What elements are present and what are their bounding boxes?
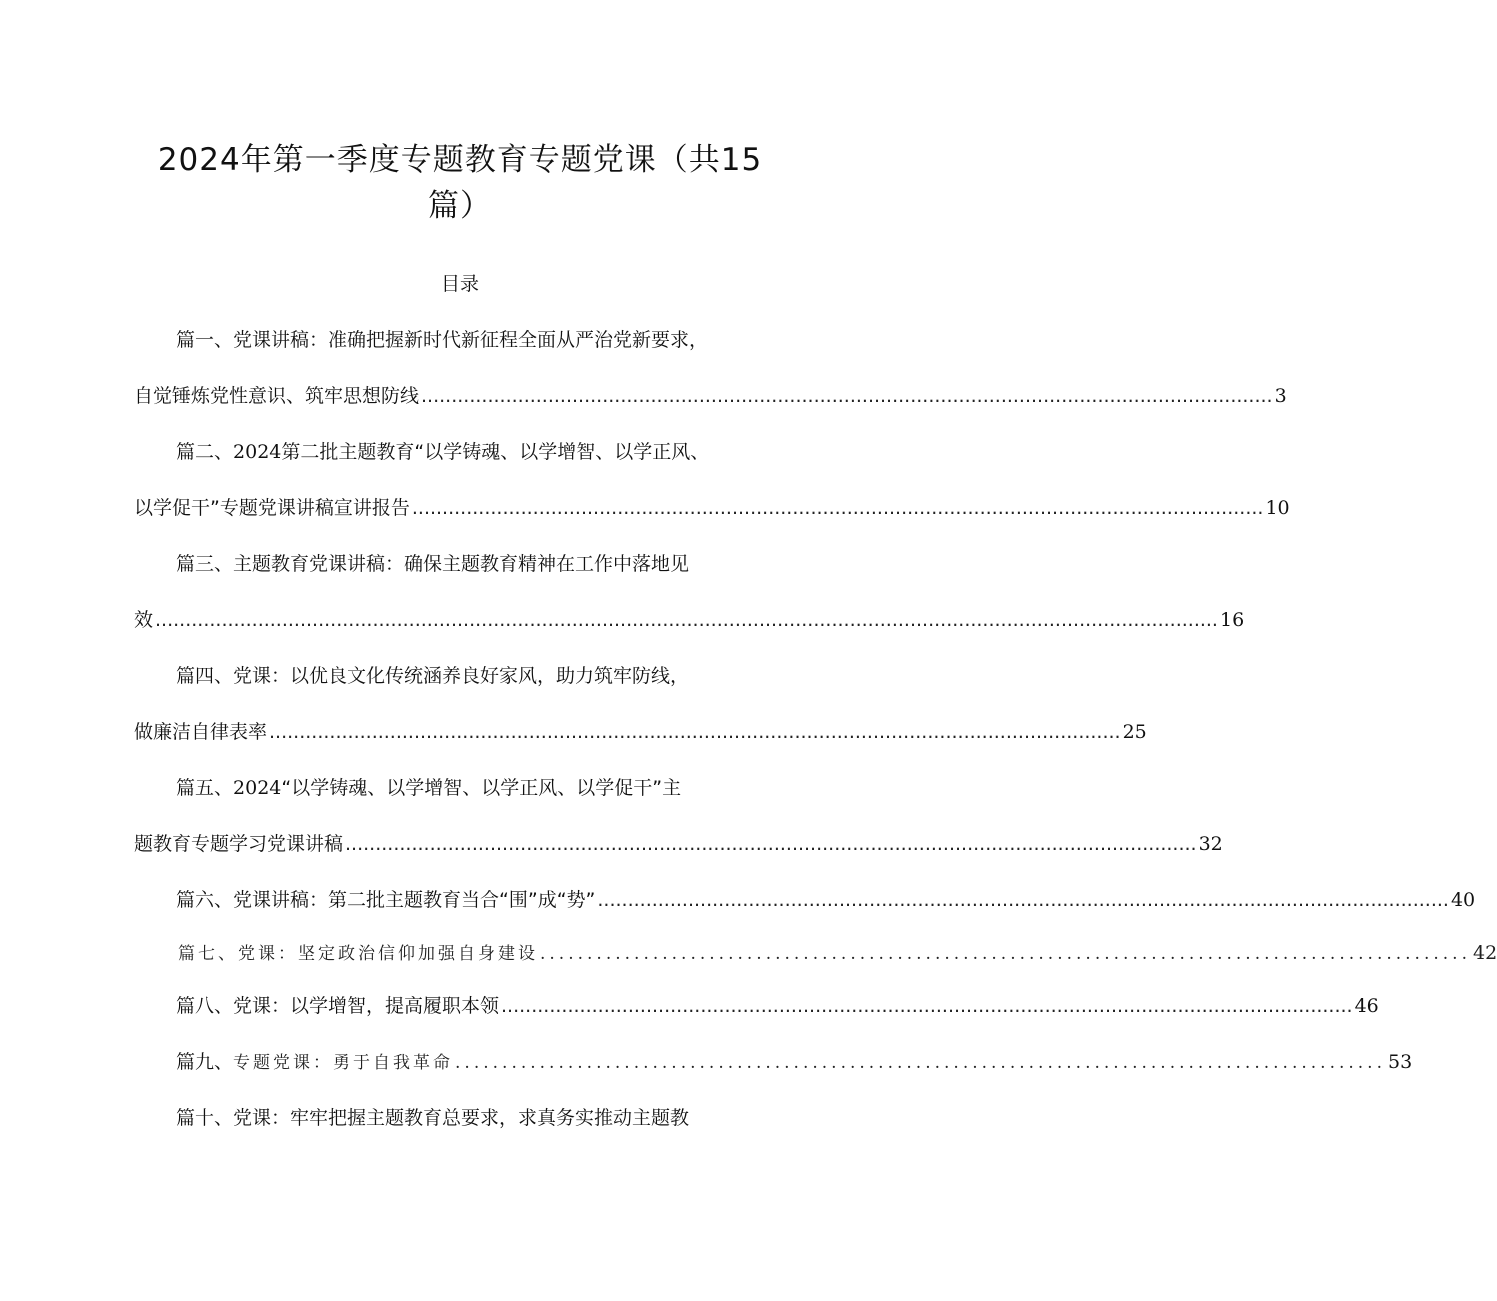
toc-entry-7-page: 42 <box>1472 942 1497 964</box>
toc-entry-6-page: 40 <box>1450 889 1476 911</box>
toc-entry-9-page: 53 <box>1388 1051 1413 1073</box>
toc-entry-5-page: 32 <box>1198 833 1223 855</box>
toc-entry-8 <box>176 991 1379 1021</box>
toc-entry-1-page: 3 <box>1274 385 1287 407</box>
toc-entry-2-title: 以学促干”专题党课讲稿宣讲报告 <box>134 497 410 519</box>
toc-entry-8-title: 篇八、党课：以学增智，提高履职本领 <box>176 995 500 1017</box>
toc-entry-1-line1: 篇一、党课讲稿：准确把握新时代新征程全面从严治党新要求， <box>176 329 709 351</box>
toc-entry-4-title: 做廉洁自律表率 <box>134 721 268 743</box>
dot-leader: ................................................................................................... <box>540 944 1471 964</box>
dot-leader: ............................................................................................................................................. <box>597 889 1449 911</box>
toc-entry-4-page: 25 <box>1122 721 1147 743</box>
toc-entry-1-line2 <box>134 381 1287 411</box>
document-title-line2: 篇） <box>428 188 492 224</box>
dot-leader: ................................................................................................... <box>455 1053 1386 1073</box>
dot-leader: ............................................................................................................................................. <box>501 995 1353 1017</box>
toc-entry-2-line2 <box>134 493 1290 523</box>
toc-entry-4-line2 <box>134 717 1147 747</box>
dot-leader: ............................................................................................................................................. <box>269 721 1121 743</box>
toc-entry-5-title: 题教育专题学习党课讲稿 <box>134 833 344 855</box>
toc-entry-6 <box>176 885 1476 915</box>
toc-entry-10-line1: 篇十、党课：牢牢把握主题教育总要求，求真务实推动主题教 <box>176 1107 690 1129</box>
toc-entry-3-page: 16 <box>1219 609 1245 631</box>
toc-entry-2-page: 10 <box>1265 497 1290 519</box>
document-title-line1: 2024年第一季度专题教育专题党课（共15 <box>157 142 763 178</box>
toc-entry-4-line1: 篇四、党课：以优良文化传统涵养良好家风，助力筑牢防线， <box>176 665 690 687</box>
toc-entry-9-title: 篇九、专题党课：勇于自我革命 <box>176 1051 454 1073</box>
dot-leader: ............................................................................................................................................. <box>411 497 1264 519</box>
toc-entry-3-line1: 篇三、主题教育党课讲稿：确保主题教育精神在工作中落地见 <box>176 553 690 575</box>
toc-entry-8-page: 46 <box>1354 995 1379 1017</box>
toc-entry-1-title: 自觉锤炼党性意识、筑牢思想防线 <box>134 385 420 407</box>
dot-leader: ................................................................................................................................................................................ <box>155 609 1218 631</box>
dot-leader: ............................................................................................................................................. <box>421 385 1273 407</box>
toc-entry-2-line1: 篇二、2024第二批主题教育“以学铸魂、以学增智、以学正风、 <box>176 441 710 463</box>
toc-entry-5-line1: 篇五、2024“以学铸魂、以学增智、以学正风、以学促干”主 <box>176 777 682 799</box>
toc-heading: 目录 <box>440 273 479 295</box>
toc-entry-9 <box>176 1047 1413 1078</box>
toc-entry-6-title: 篇六、党课讲稿：第二批主题教育当合“围”成“势” <box>176 889 596 911</box>
toc-entry-5-line2 <box>134 829 1223 859</box>
toc-entry-7 <box>178 938 1497 969</box>
toc-entry-3-title: 效 <box>134 609 154 631</box>
toc-entry-3-line2 <box>134 605 1245 635</box>
toc-entry-7-title: 篇七、党课：坚定政治信仰加强自身建设 <box>178 944 538 964</box>
dot-leader: ............................................................................................................................................. <box>345 833 1197 855</box>
